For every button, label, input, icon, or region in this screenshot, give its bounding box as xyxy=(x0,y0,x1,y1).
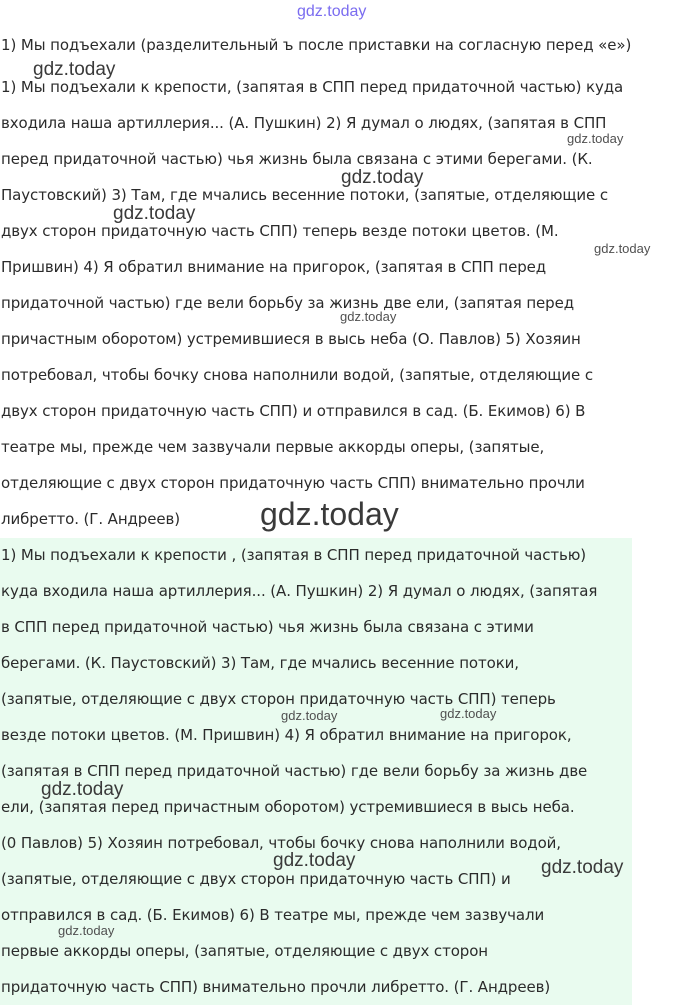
text-line: (0 Павлов) 5) Хозяин потребовал, чтобы бочку снова наполнили водой, xyxy=(1,834,561,852)
text-line: отделяющие с двух сторон придаточную часть СПП) внимательно прочли xyxy=(1,474,585,492)
text-line: потребовал, чтобы бочку снова наполнили водой, (запятые, отделяющие с xyxy=(1,366,593,384)
watermark-top: gdz.today xyxy=(297,3,367,20)
watermark: gdz.today xyxy=(113,203,196,224)
text-line: 1) Мы подъехали (разделительный ъ после приставки на согласную перед «е») xyxy=(1,36,632,54)
text-line: в СПП перед придаточной частью) чья жизнь была связана с этими xyxy=(1,618,534,636)
watermark: gdz.today xyxy=(341,167,424,188)
text-line: придаточной частью) где вели борьбу за жизнь две ели, (запятая перед xyxy=(1,294,574,312)
text-line: Паустовский) 3) Там, где мчались весенние потоки, (запятые, отделяющие с xyxy=(1,186,608,204)
text-line: везде потоки цветов. (М. Пришвин) 4) Я обратил внимание на пригорок, xyxy=(1,726,572,744)
text-line: 1) Мы подъехали к крепости , (запятая в СПП перед придаточной частью) xyxy=(1,546,587,564)
text-line: входила наша артиллерия... (А. Пушкин) 2) Я думал о людях, (запятая в СПП xyxy=(1,114,607,132)
text-line: (запятая в СПП перед придаточной частью) где вели борьбу за жизнь две xyxy=(1,762,588,780)
watermark: gdz.today xyxy=(541,857,624,878)
watermark: gdz.today xyxy=(58,923,115,938)
watermark: gdz.today xyxy=(340,309,397,324)
text-line: первые аккорды оперы, (запятые, отделяющие с двух сторон xyxy=(1,942,488,960)
watermark: gdz.today xyxy=(567,131,624,146)
text-line: двух сторон придаточную часть СПП) и отправился в сад. (Б. Екимов) 6) В xyxy=(1,402,586,420)
text-line: (запятые, отделяющие с двух сторон придаточную часть СПП) теперь xyxy=(1,690,556,708)
watermark: gdz.today xyxy=(594,241,651,256)
watermark: gdz.today xyxy=(440,706,497,721)
text-line: берегами. (К. Паустовский) 3) Там, где мчались весенние потоки, xyxy=(1,654,519,672)
text-line: отправился в сад. (Б. Екимов) 6) В театре мы, прежде чем зазвучали xyxy=(1,906,545,924)
text-line: куда входила наша артиллерия... (А. Пушкин) 2) Я думал о людях, (запятая xyxy=(1,582,598,600)
text-line: перед придаточной частью) чья жизнь была связана с этими берегами. (К. xyxy=(1,150,593,168)
text-line: 1) Мы подъехали к крепости, (запятая в СПП перед придаточной частью) куда xyxy=(1,78,624,96)
watermark: gdz.today xyxy=(41,779,124,800)
text-line: либретто. (Г. Андреев) xyxy=(1,510,180,528)
text-line: двух сторон придаточную часть СПП) теперь везде потоки цветов. (М. xyxy=(1,222,559,240)
text-line: причастным оборотом) устремившиеся в высь неба (О. Павлов) 5) Хозяин xyxy=(1,330,581,348)
text-line: ели, (запятая перед причастным оборотом) устремившиеся в высь неба. xyxy=(1,798,575,816)
text-line: (запятые, отделяющие с двух сторон придаточную часть СПП) и xyxy=(1,870,511,888)
watermark: gdz.today xyxy=(33,59,116,80)
text-line: придаточную часть СПП) внимательно прочли либретто. (Г. Андреев) xyxy=(1,978,551,996)
watermark: gdz.today xyxy=(273,850,356,871)
text-line: театре мы, прежде чем зазвучали первые аккорды оперы, (запятые, xyxy=(1,438,545,456)
watermark: gdz.today xyxy=(281,708,338,723)
watermark: gdz.today xyxy=(260,496,399,532)
text-line: Пришвин) 4) Я обратил внимание на пригорок, (запятая в СПП перед xyxy=(1,258,547,276)
